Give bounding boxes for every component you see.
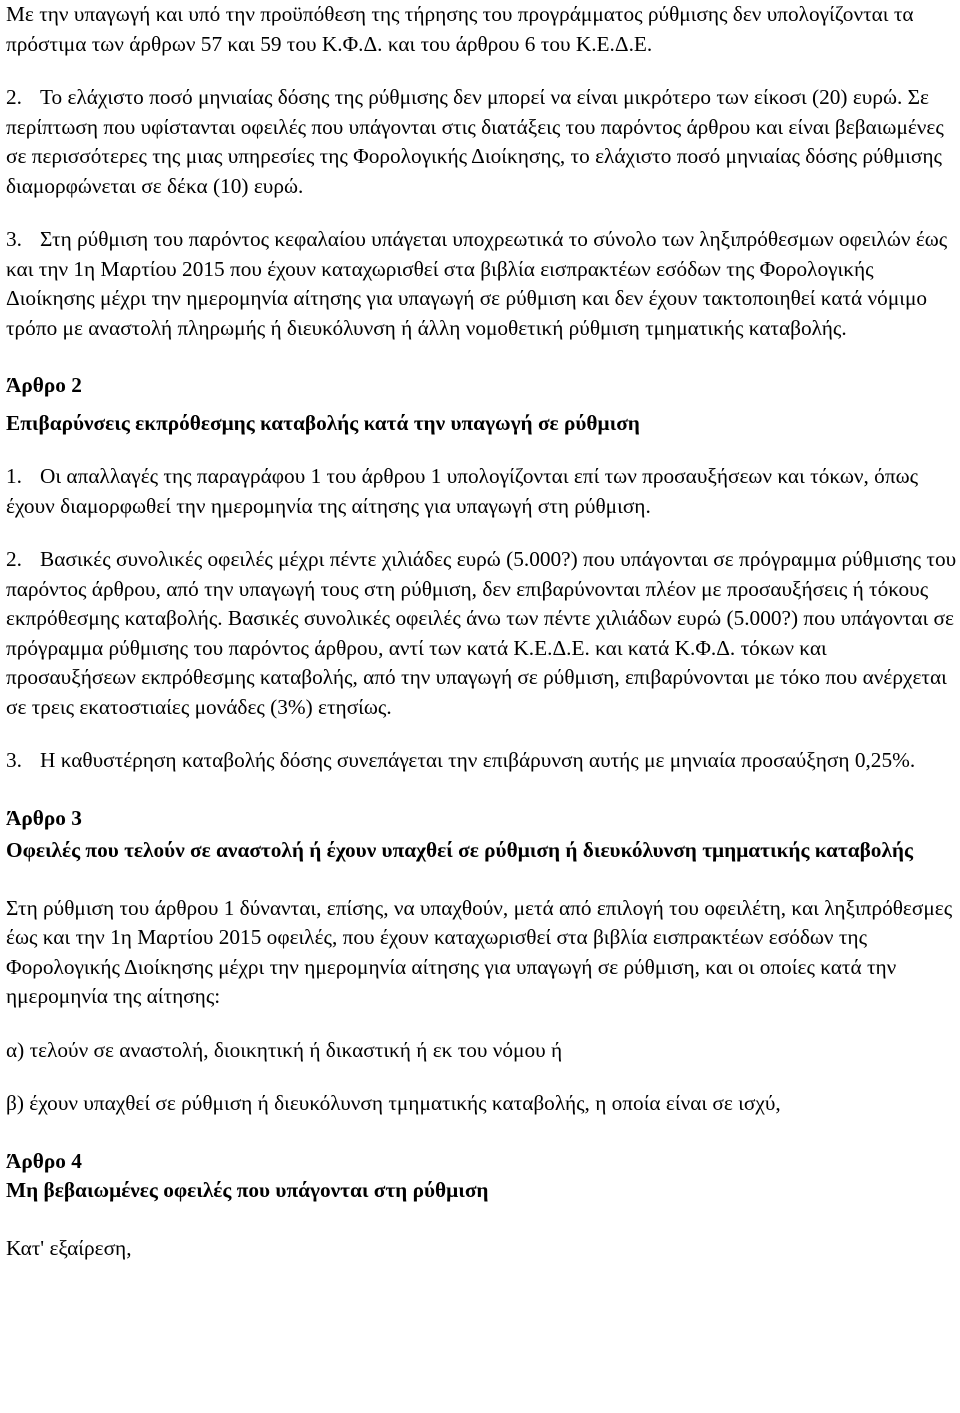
- article-2-title: Επιβαρύνσεις εκπρόθεσμης καταβολής κατά την υπαγωγή σε ρύθμιση: [6, 410, 640, 435]
- article-4-body: Κατ' εξαίρεση,: [6, 1235, 132, 1260]
- article-3-title: Οφειλές που τελούν σε αναστολή ή έχουν υπαχθεί σε ρύθμιση ή διευκόλυνση τμηματικής καταβολής: [6, 838, 913, 862]
- article-2-heading: Άρθρο 2: [6, 373, 82, 397]
- article-3-item-b: β) έχουν υπαχθεί σε ρύθμιση ή διευκόλυνση τμηματικής καταβολής, η οποία είναι σε ισχύ,: [6, 1091, 781, 1115]
- article-3-body: Στη ρύθμιση του άρθρου 1 δύνανται, επίσης, να υπαχθούν, μετά από επιλογή του οφειλέτη, και ληξιπρόθεσμες έως και την 1η Μαρτίου 2015 οφειλές, που έχουν καταχωρισθεί στα βιβλία εισπρακτέων εσόδων της Φορολογικής Διοίκησης μέχρι την ημερομηνία αίτησης για υπαγωγή σε ρύθμιση, και οι οποίες κατά την ημερομηνία της αίτησης:: [6, 895, 953, 1008]
- paragraph-text: Βασικές συνολικές οφειλές μέχρι πέντε χιλιάδες ευρώ (5.000?) που υπάγονται σε πρόγραμμα ρύθμισης του παρόντος άρθρου, από την υπαγωγή τους στη ρύθμιση, δεν επιβαρύνονται πλέον με προσαυξήσεις ή τόκους εκπρόθεσμης καταβολής. Βασικές συνολικές οφειλές άνω των πέντε χιλιάδων ευρώ (5.000?) που υπάγονται σε πρόγραμμα ρύθμισης του παρόντος άρθρου, αντί των κατά Κ.Ε.Δ.Ε. και κατά Κ.Φ.Δ. τόκων και προσαυξήσεων εκπρόθεσμης καταβολής, από την υπαγωγή σε ρύθμιση, επιβαρύνονται με τόκο που ανέρχεται σε τρεις εκατοστιαίες μονάδες (3%) ετησίως.: [6, 547, 957, 719]
- article-4-title: Μη βεβαιωμένες οφειλές που υπάγονται στη ρύθμιση: [6, 1178, 489, 1202]
- paragraph-3: [6, 225, 960, 343]
- paragraph-text: Το ελάχιστο ποσό μηνιαίας δόσης της ρύθμισης δεν μπορεί να είναι μικρότερο των είκοσι (20) ευρώ. Σε περίπτωση που υφίστανται οφειλές που υπάγονται στις διατάξεις του παρόντος άρθρου και είναι βεβαιωμένες σε περισσότερες της μιας υπηρεσίες της Φορολογικής Διοίκησης, το ελάχιστο ποσό μηνιαίας δόσης ρύθμισης διαμορφώνεται σε δέκα (10) ευρώ.: [6, 85, 944, 198]
- paragraph-number: 3.: [6, 748, 22, 772]
- article-2-paragraph-2: [6, 545, 960, 722]
- intro-continuation: Με την υπαγωγή και υπό την προϋπόθεση της τήρησης του προγράμματος ρύθμισης δεν υπολογίζονται τα πρόστιμα των άρθρων 57 και 59 του Κ.Φ.Δ. και του άρθρου 6 του Κ.Ε.Δ.Ε.: [6, 2, 914, 56]
- document-page: [6, 0, 960, 1263]
- paragraph-number: 1.: [6, 464, 22, 488]
- paragraph-text: Η καθυστέρηση καταβολής δόσης συνεπάγεται την επιβάρυνση αυτής με μηνιαία προσαύξηση 0,25%.: [40, 748, 916, 772]
- paragraph-number: 3.: [6, 227, 22, 251]
- article-4-heading: Άρθρο 4: [6, 1148, 82, 1173]
- article-2-paragraph-3: [6, 746, 960, 776]
- article-3-item-a: α) τελούν σε αναστολή, διοικητική ή δικαστική ή εκ του νόμου ή: [6, 1037, 563, 1062]
- article-3-heading: Άρθρο 3: [6, 805, 82, 830]
- paragraph-text: Οι απαλλαγές της παραγράφου 1 του άρθρου 1 υπολογίζονται επί των προσαυξήσεων και τόκων, όπως έχουν διαμορφωθεί την ημερομηνία της αίτησης για υπαγωγή στη ρύθμιση.: [6, 464, 919, 518]
- paragraph-number: 2.: [6, 85, 22, 109]
- paragraph-text: Στη ρύθμιση του παρόντος κεφαλαίου υπάγεται υποχρεωτικά το σύνολο των ληξιπρόθεσμων οφειλών έως και την 1η Μαρτίου 2015 που έχουν καταχωρισθεί στα βιβλία εισπρακτέων εσόδων της Φορολογικής Διοίκησης μέχρι την ημερομηνία αίτησης για υπαγωγή σε ρύθμιση και δεν έχουν τακτοποιηθεί κατά νόμιμο τρόπο με αναστολή πληρωμής ή διευκόλυνση ή άλλη νομοθετική ρύθμιση τμηματικής καταβολής.: [6, 227, 948, 340]
- paragraph-number: 2.: [6, 547, 22, 571]
- paragraph-2: [6, 83, 960, 201]
- article-2-paragraph-1: [6, 462, 960, 521]
